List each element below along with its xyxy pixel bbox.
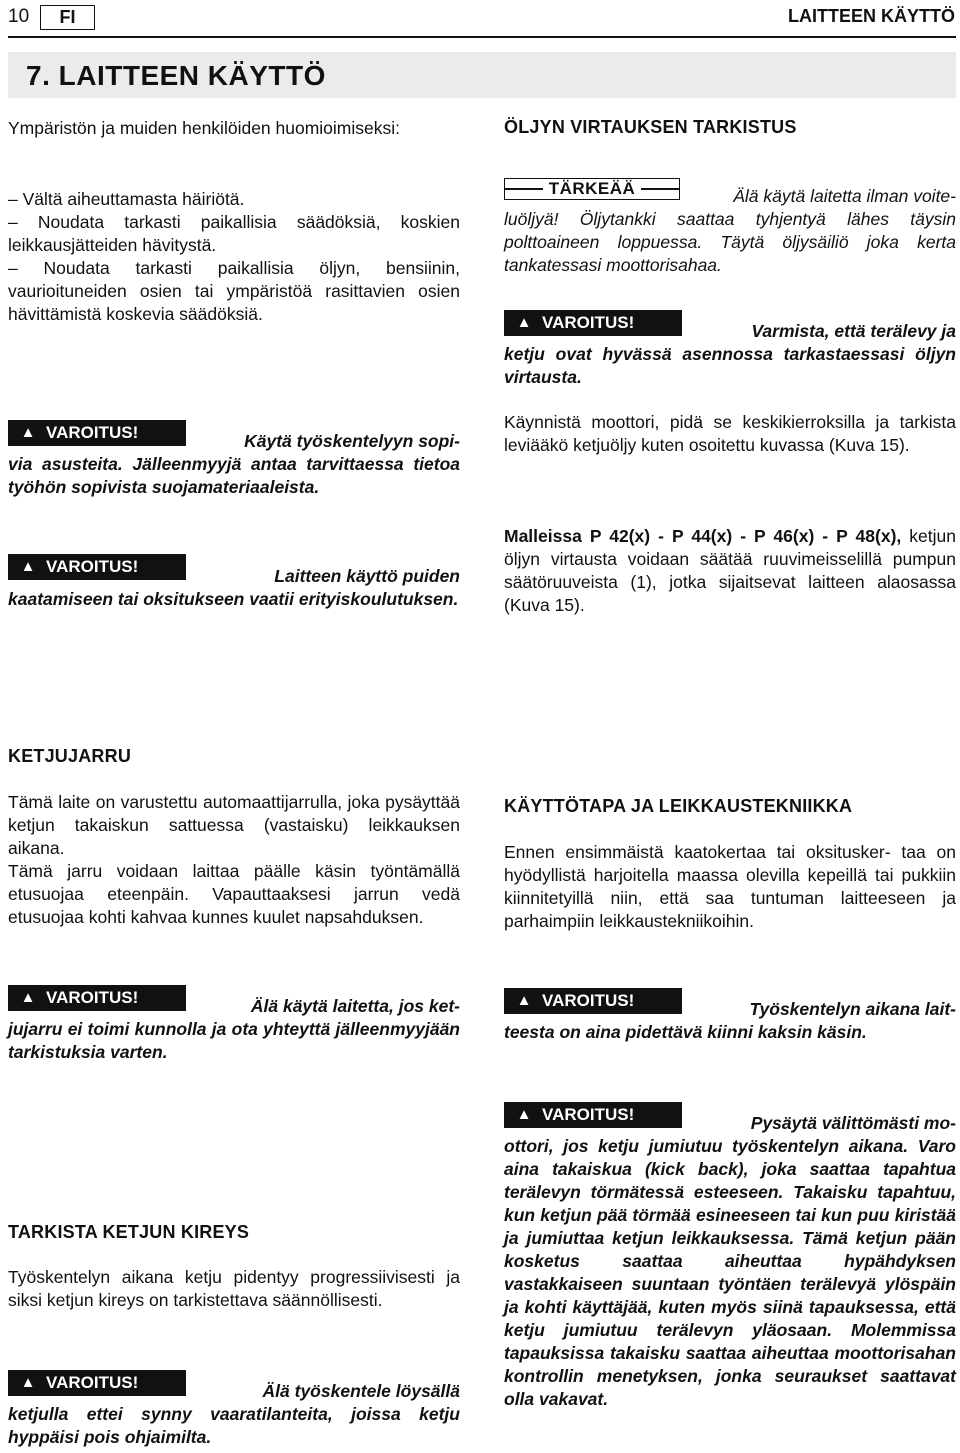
section-heading: KETJUJARRU: [8, 746, 132, 766]
warning-text: Älä käytä laitetta, jos ket- jujarru ei toimi kunnolla ja ota yhteyttä jälleenmyyjään tarkistuksia varten.: [8, 996, 460, 1062]
section-heading: TARKISTA KETJUN KIREYS: [8, 1222, 250, 1242]
warning-triangle-icon: ▲: [20, 989, 36, 1006]
important-badge: TÄRKEÄÄ: [504, 178, 680, 200]
paragraph: Käynnistä moottori, pidä se keskikierroksilla ja tarkista leviääkö ketjuöljy kuten osoitettu kuvassa (Kuva 15).: [504, 412, 956, 455]
intro-text: Ympäristön ja muiden henkilöiden huomioimiseksi:: [8, 118, 400, 138]
warning-badge: ▲ VAROITUS!: [8, 1370, 186, 1396]
language-box: FI: [40, 5, 95, 30]
warning-badge: ▲ VAROITUS!: [504, 988, 682, 1014]
warning-text: Laitteen käyttö puiden kaatamiseen tai oksitukseen vaatii erityiskoulutuksen.: [8, 566, 460, 609]
page-header: [0, 0, 960, 38]
warning-text: Työskentelyn aikana lait- teesta on aina pidettävä kiinni kaksin käsin.: [504, 999, 956, 1042]
list-item: – Noudata tarkasti paikallisia öljyn, bensiinin, vaurioituneiden osien tai ympäristöä rasittavien osien hävittämistä koskevia säädöksiä.: [8, 258, 460, 324]
warning-triangle-icon: ▲: [516, 992, 532, 1009]
important-text: Älä käytä laitetta ilman voite- luöljyä! Öljytankki saattaa tyhjentyä lähes täysin polttoaineen loppuessa. Täytä öljysäiliö joka kerta tankatessasi moottorisahaa.: [504, 186, 956, 275]
warning-triangle-icon: ▲: [20, 558, 36, 575]
paragraph: Tämä laite on varustettu automaattijarrulla, joka pysäyttää ketjun takaiskun sattuessa (vastaisku) leikkauksen aikana. Tämä jarru voidaan laittaa päälle käsin työntämällä etusuojaa eteenpäin. Vapauttaaksesi jarrun vedä etusuojaa kohti kahvaa kunnes kuulet napsahduksen.: [8, 792, 460, 927]
warning-triangle-icon: ▲: [516, 314, 532, 331]
warning-badge: ▲ VAROITUS!: [504, 310, 682, 336]
section-heading: KÄYTTÖTAPA JA LEIKKAUSTEKNIIKKA: [504, 796, 853, 816]
section-heading: ÖLJYN VIRTAUKSEN TARKISTUS: [504, 117, 797, 137]
page-number: 10: [8, 6, 30, 27]
left-intro: [8, 117, 460, 140]
paragraph: Työskentelyn aikana ketju pidentyy progressiivisesti ja siksi ketjun kireys on tarkistettava säännöllisesti.: [8, 1267, 460, 1310]
warning-text: Älä työskentele löysällä ketjulla ettei synny vaaratilanteita, joissa ketju hyppäisi pois ohjaimilta.: [8, 1381, 460, 1447]
list-item: – Noudata tarkasti paikallisia säädöksiä, koskien leikkausjätteiden hävitystä.: [8, 212, 460, 255]
warning-badge: ▲ VAROITUS!: [8, 420, 186, 446]
paragraph: Ennen ensimmäistä kaatokertaa tai oksitusker- taa on hyödyllistä harjoitella maassa olevilla kepeillä tai pukkiin kiinnitetyillä niin, että saa tuntuman laitteeseen ja parhaimpiin leikkaustekniikoihin.: [504, 842, 956, 931]
paragraph: Malleissa P 42(x) - P 44(x) - P 46(x) - P 48(x), ketjun öljyn virtausta voidaan säätää ruuvimeisselillä pumpun säätöruuveista (1), jotka sijaitsevat laitteen alaosassa (Kuva 15).: [504, 526, 956, 615]
warning-text: Varmista, että terälevy ja ketju ovat hyvässä asennossa tarkastaessasi öljyn virtausta.: [504, 321, 956, 387]
running-title: LAITTEEN KÄYTTÖ: [788, 6, 955, 26]
warning-triangle-icon: ▲: [20, 424, 36, 441]
warning-triangle-icon: ▲: [516, 1106, 532, 1123]
section-title-bar: [8, 52, 956, 98]
list-item: – Vältä aiheuttamasta häiriötä.: [8, 189, 245, 209]
warning-text: Käytä työskentelyyn sopi- via asusteita. Jälleenmyyjä antaa tarvittaessa tietoa työhön sopivista suojamateriaaleista.: [8, 431, 460, 497]
warning-badge: ▲ VAROITUS!: [504, 1102, 682, 1128]
section-title: 7. LAITTEEN KÄYTTÖ: [26, 60, 326, 91]
warning-text: Pysäytä välittömästi mo- ottori, jos ketju jumiutuu työskentelyn aikana. Varo aina takaiskua (kick back), joka saattaa tapahtua terälevyn törmätessä esteeseen. Takaisku tapahtuu, kun ketjun pää törmää esineeseen tai kun puu kiristää ja jumiuttaa ketjun leikkauksessa. Tämä ketjun pään kosketus saattaa aiheuttaa hypähdyksen vastakkaiseen suuntaan työntäen terälevyä ylöspäin ja kohti käyttäjää, kuten myös siinä tapauksessa, että ketju jumiutuu terälevyn yläosaan. Molemmissa tapauksissa takaisku saattaa aiheuttaa moottorisahan kontrollin menetyksen, jonka seuraukset saattavat olla vakavat.: [504, 1113, 956, 1409]
left-list: [8, 188, 460, 326]
warning-badge: ▲ VAROITUS!: [8, 554, 186, 580]
warning-triangle-icon: ▲: [20, 1374, 36, 1391]
warning-badge: ▲ VAROITUS!: [8, 985, 186, 1011]
header-rule: [8, 36, 956, 38]
